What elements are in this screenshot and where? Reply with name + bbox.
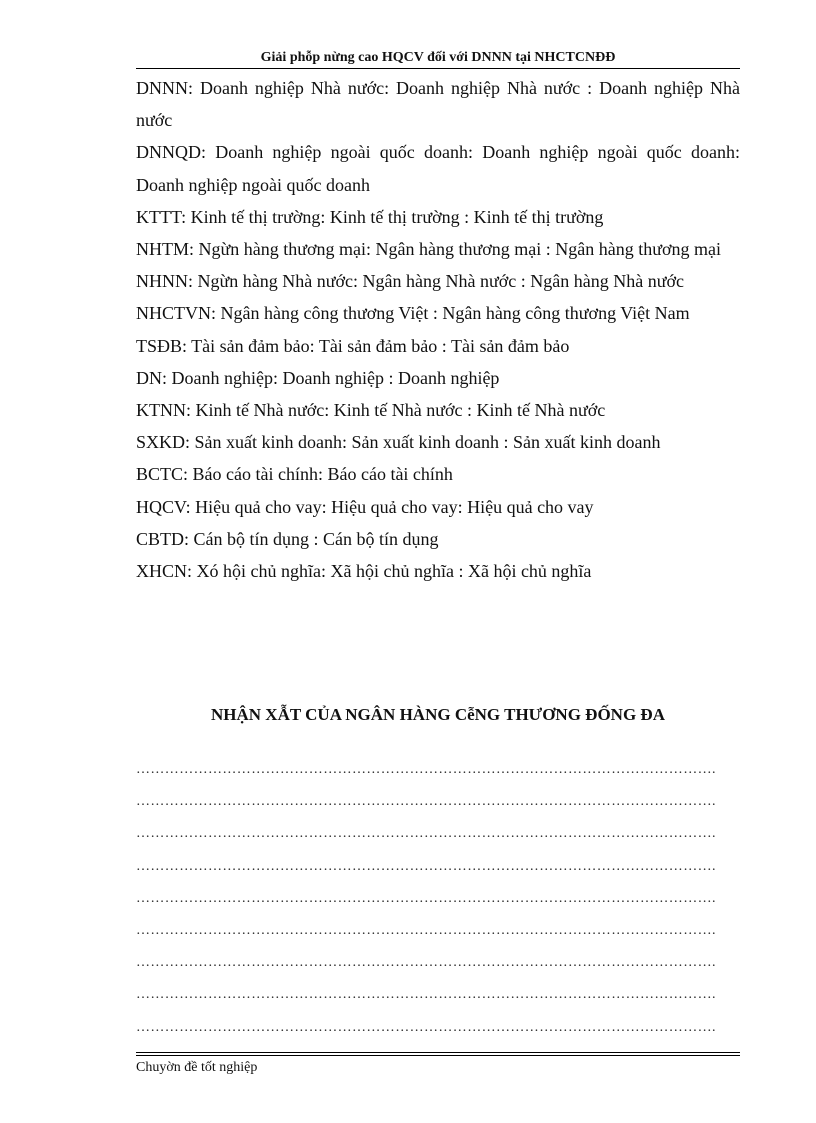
abbreviation-item: NHNN: Ngừn hàng Nhà nước: Ngân hàng Nhà nước : Ngân hàng Nhà nước xyxy=(136,271,684,292)
dotted-line: …………………………………………………………………………………………………………. xyxy=(136,762,716,777)
header-divider xyxy=(136,68,740,69)
dotted-line: …………………………………………………………………………………………………………. xyxy=(136,890,716,906)
footer-divider xyxy=(136,1052,740,1056)
abbreviation-item: CBTD: Cán bộ tín dụng : Cán bộ tín dụng xyxy=(136,528,439,549)
dotted-line: …………………………………………………………………………………………………………. xyxy=(136,794,716,810)
abbreviation-item: DN: Doanh nghiệp: Doanh nghiệp : Doanh nghiệp xyxy=(136,367,500,388)
dotted-line: …………………………………………………………………………………………………………. xyxy=(136,858,716,874)
abbreviation-item: NHTM: Ngừn hàng thương mại: Ngân hàng thương mại : Ngân hàng thương mại xyxy=(136,239,721,260)
abbreviation-item: DNNN: Doanh nghiệp Nhà nước: Doanh nghiệp Nhà nước : Doanh nghiệp Nhà nước xyxy=(136,78,740,131)
abbreviation-item: NHCTVN: Ngân hàng công thương Việt : Ngân hàng công thương Việt Nam xyxy=(136,303,690,324)
abbreviation-item: BCTC: Báo cáo tài chính: Báo cáo tài chính xyxy=(136,464,453,485)
abbreviation-item: TSĐB: Tài sản đảm bảo: Tài sản đảm bảo : Tài sản đảm bảo xyxy=(136,335,570,356)
dotted-line: …………………………………………………………………………………………………………. xyxy=(136,922,716,938)
abbreviation-item: KTTT: Kinh tế thị trường: Kinh tế thị trường : Kinh tế thị trường xyxy=(136,206,604,227)
dotted-line: …………………………………………………………………………………………………………. xyxy=(136,955,716,971)
abbreviation-item: SXKD: Sản xuất kinh doanh: Sản xuất kinh doanh : Sản xuất kinh doanh xyxy=(136,432,661,453)
dotted-line: …………………………………………………………………………………………………………. xyxy=(136,1019,716,1035)
abbreviation-item: DNNQD: Doanh nghiệp ngoài quốc doanh: Doanh nghiệp ngoài quốc doanh: Doanh nghiệp ngoài quốc doanh xyxy=(136,142,740,195)
comment-dotted-lines xyxy=(136,754,740,1044)
abbreviation-item: HQCV: Hiệu quả cho vay: Hiệu quả cho vay: Hiệu quả cho vay xyxy=(136,496,594,517)
abbreviation-item: KTNN: Kinh tế Nhà nước: Kinh tế Nhà nước : Kinh tế Nhà nước xyxy=(136,400,606,421)
running-footer: Chuyờn đề tốt nghiệp xyxy=(136,1060,258,1075)
running-header: Giải phỗp nừng cao HQCV đối với DNNN tại NHCTCNĐĐ xyxy=(260,50,616,65)
section-heading: NHẬN XẪT CỦA NGÂN HÀNG CễNG THƯƠNG ĐỐNG ĐA xyxy=(211,705,665,724)
abbreviation-item: XHCN: Xó hội chủ nghĩa: Xã hội chủ nghĩa : Xã hội chủ nghĩa xyxy=(136,561,592,582)
abbreviation-list xyxy=(136,72,740,587)
dotted-line: …………………………………………………………………………………………………………. xyxy=(136,826,716,842)
dotted-line: …………………………………………………………………………………………………………. xyxy=(136,987,716,1003)
